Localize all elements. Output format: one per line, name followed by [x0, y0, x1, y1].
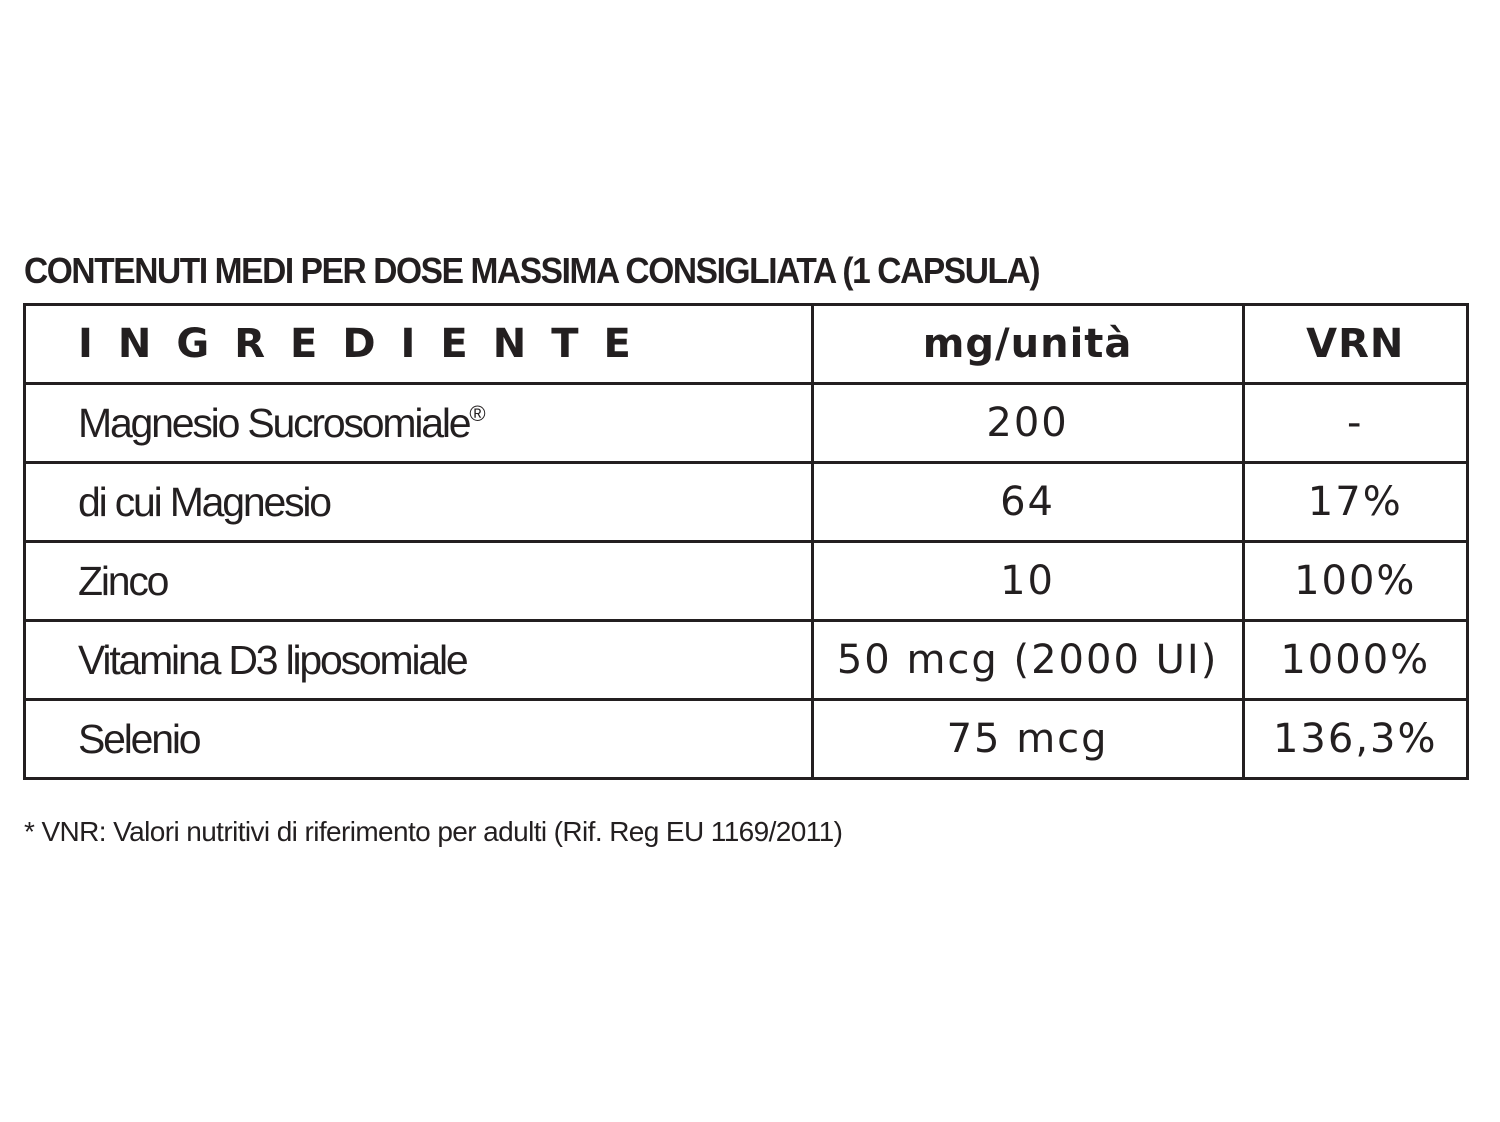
footnote: * VNR: Valori nutritivi di riferimento per adulti (Rif. Reg EU 1169/2011) [24, 816, 843, 847]
ingredient-cell [25, 384, 813, 463]
vrn-cell: 136,3% [1243, 700, 1467, 779]
vrn-cell: 1000% [1243, 621, 1467, 700]
ingredient-cell: Selenio [25, 700, 813, 779]
header-amount: mg/unità [812, 305, 1243, 384]
table-row [25, 542, 1468, 621]
amount-cell: 10 [812, 542, 1243, 621]
ingredient-cell: Vitamina D3 liposomiale [25, 621, 813, 700]
vrn-cell: 100% [1243, 542, 1467, 621]
amount-cell: 75 mcg [812, 700, 1243, 779]
amount-cell: 50 mcg (2000 UI) [812, 621, 1243, 700]
table-header-row [25, 305, 1468, 384]
table-row [25, 384, 1468, 463]
ingredient-cell: Zinco [25, 542, 813, 621]
ingredient-name: Magnesio Sucrosomiale [78, 399, 470, 446]
table-row [25, 463, 1468, 542]
table-title: CONTENUTI MEDI PER DOSE MASSIMA CONSIGLIATA (1 CAPSULA) [24, 250, 1040, 291]
amount-cell: 64 [812, 463, 1243, 542]
registered-mark: ® [469, 400, 486, 426]
header-vrn: VRN [1243, 305, 1467, 384]
table-row [25, 700, 1468, 779]
amount-cell: 200 [812, 384, 1243, 463]
ingredient-cell: di cui Magnesio [25, 463, 813, 542]
header-ingredient: INGREDIENTE [25, 305, 813, 384]
table-row [25, 621, 1468, 700]
vrn-cell: 17% [1243, 463, 1467, 542]
nutrition-table [23, 303, 1469, 780]
vrn-cell: - [1243, 384, 1467, 463]
